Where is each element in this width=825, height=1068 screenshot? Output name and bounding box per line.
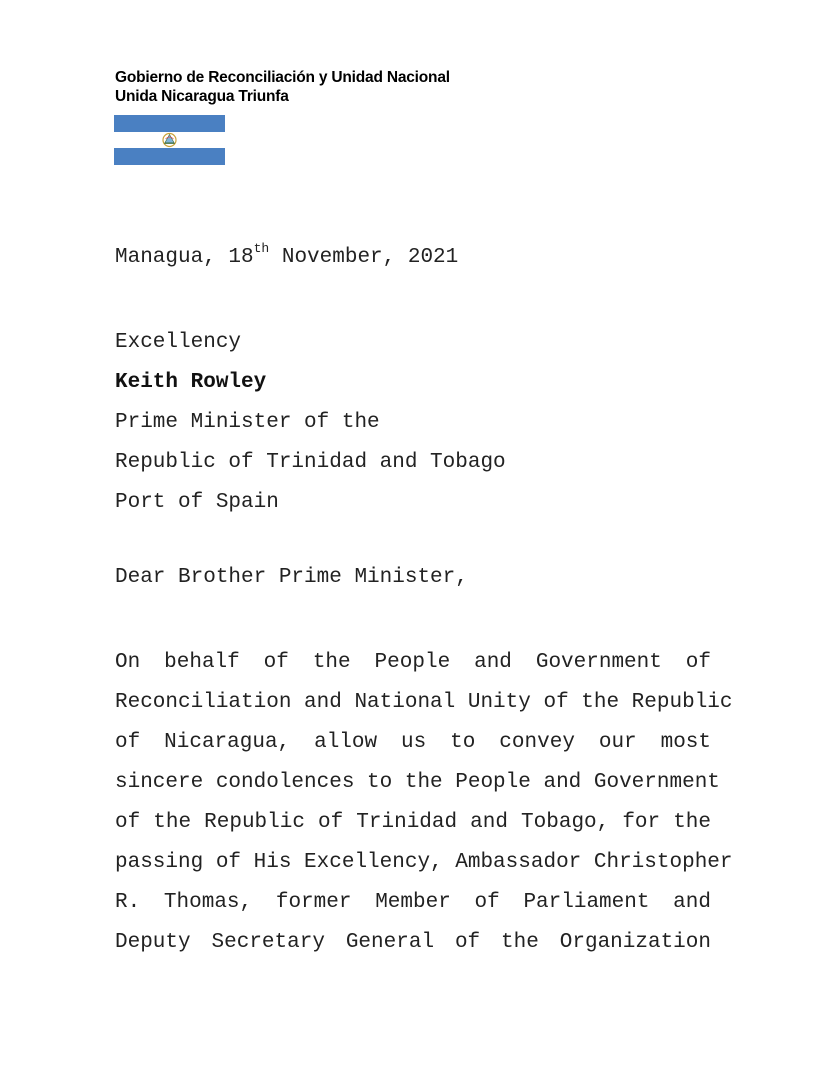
- date-prefix: Managua, 18: [115, 246, 254, 269]
- date-rest: November, 2021: [269, 246, 459, 269]
- paragraph-line: Reconciliation and National Unity of the Republic: [115, 691, 733, 714]
- paragraph-line: On behalf of the People and Government of: [115, 651, 711, 674]
- paragraph-line: Deputy Secretary General of the Organization: [115, 931, 711, 954]
- paragraph-line: sincere condolences to the People and Government: [115, 771, 720, 794]
- recipient-title: Prime Minister of the: [115, 411, 380, 434]
- letterhead-government-name: Gobierno de Reconciliación y Unidad Nacional: [115, 69, 450, 86]
- recipient-name: Keith Rowley: [115, 371, 267, 394]
- paragraph-line: of the Republic of Trinidad and Tobago, for the: [115, 811, 711, 834]
- recipient-city: Port of Spain: [115, 491, 279, 514]
- recipient-address: [115, 323, 711, 523]
- date-ordinal-suffix: th: [253, 241, 270, 256]
- letterhead-motto: Unida Nicaragua Triunfa: [115, 88, 289, 105]
- salutation: Dear Brother Prime Minister,: [115, 566, 468, 589]
- paragraph-line: R. Thomas, former Member of Parliament and: [115, 891, 711, 914]
- letterhead: [115, 68, 450, 106]
- paragraph-line: passing of His Excellency, Ambassador Christopher: [115, 851, 733, 874]
- letter-date: [115, 243, 711, 273]
- recipient-country: Republic of Trinidad and Tobago: [115, 451, 506, 474]
- recipient-honorific: Excellency: [115, 331, 242, 354]
- nicaragua-flag-icon: [114, 115, 225, 165]
- paragraph-line: of Nicaragua, allow us to convey our most: [115, 731, 711, 754]
- body-paragraph: [115, 643, 733, 963]
